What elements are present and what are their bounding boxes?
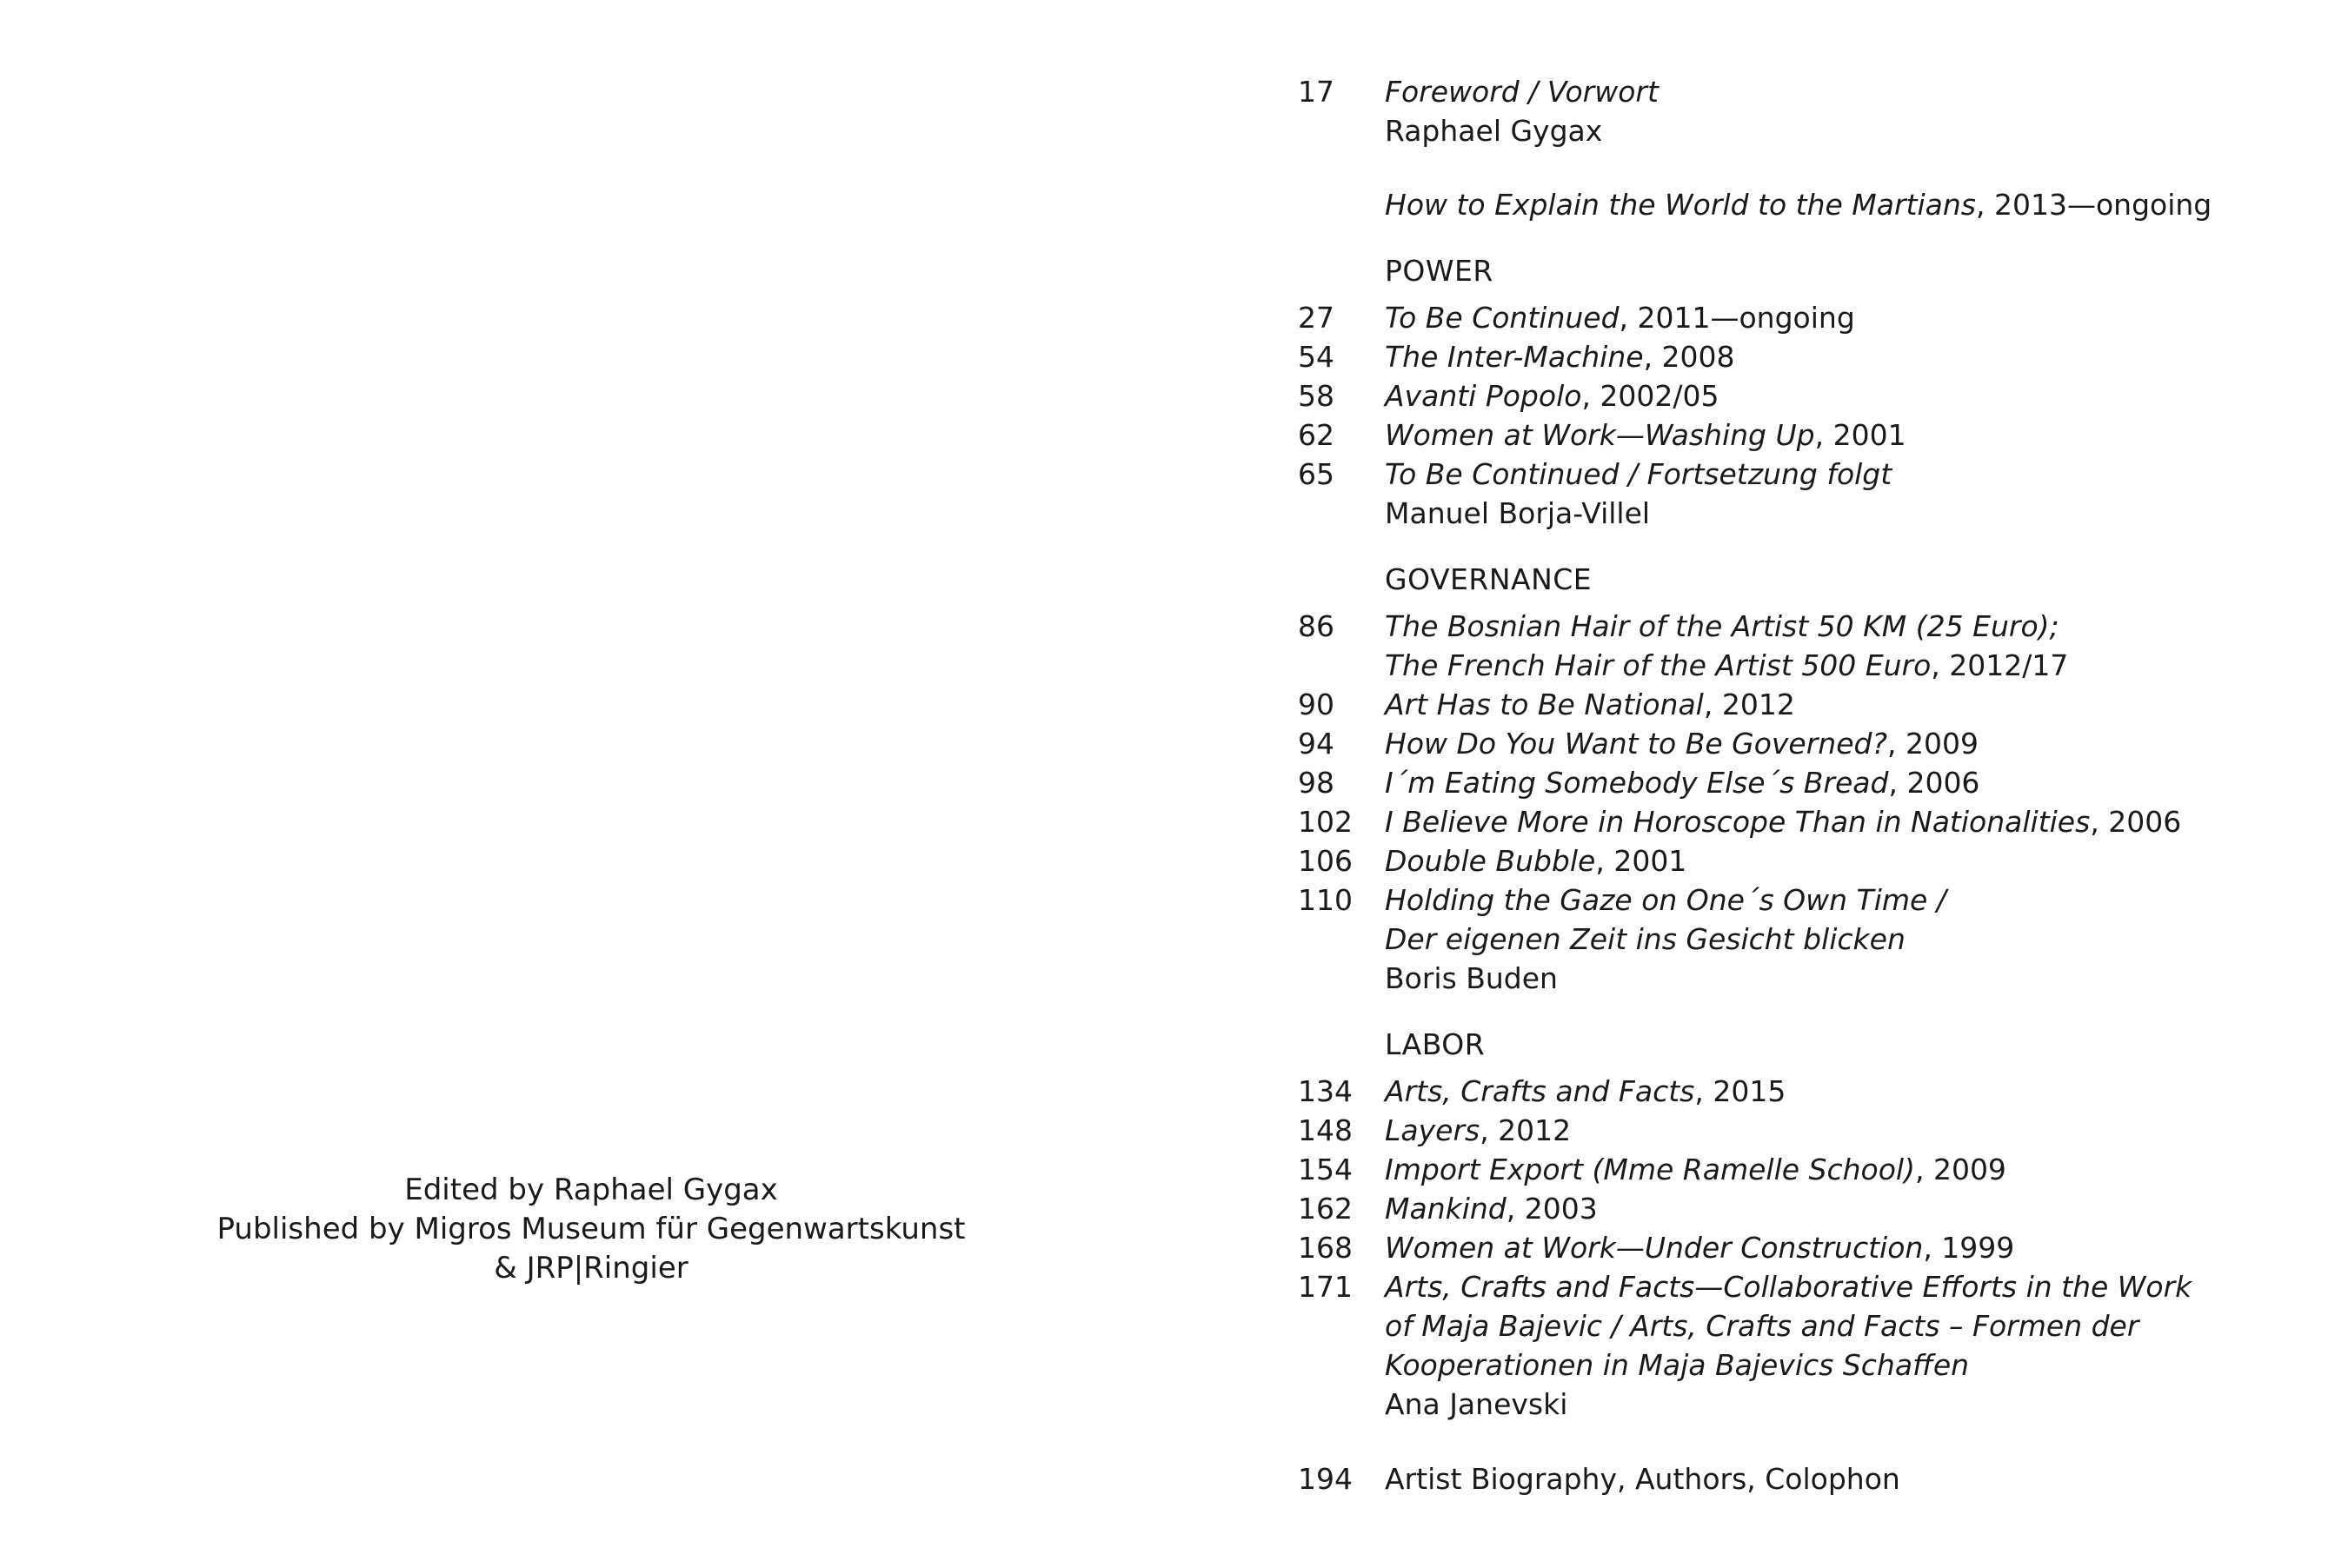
page-number: 168 <box>1298 1231 1353 1265</box>
essay-title: of Maja Bajevic / Arts, Crafts and Facts – Formen der <box>1385 1309 2139 1343</box>
entry-title: Artist Biography, Authors, Colophon <box>1385 1462 1900 1496</box>
author-name: Boris Buden <box>1385 961 1558 995</box>
page-number: 54 <box>1298 340 1334 374</box>
toc-entry-back-matter[interactable] <box>1298 1459 2298 1498</box>
work-year: , 2012/17 <box>1931 648 2069 682</box>
work-year: , 2001 <box>1595 844 1687 878</box>
work-title: I´m Eating Somebody Else´s Bread <box>1385 766 1889 800</box>
section-heading-labor <box>1298 1025 2298 1064</box>
toc-entry[interactable] <box>1298 724 2298 763</box>
work-year: , 2013—ongoing <box>1976 188 2212 222</box>
work-title: Art Has to Be National <box>1385 688 1704 721</box>
page-number: 194 <box>1298 1462 1353 1496</box>
work-title: How Do You Want to Be Governed? <box>1385 727 1887 761</box>
page-number: 148 <box>1298 1113 1353 1147</box>
page-number: 110 <box>1298 883 1353 917</box>
work-title: The French Hair of the Artist 500 Euro <box>1385 648 1932 682</box>
toc-entry-author <box>1298 494 2298 533</box>
page-number: 86 <box>1298 609 1334 643</box>
toc-entry-author <box>1298 111 2298 150</box>
work-title: How to Explain the World to the Martians <box>1385 188 1976 222</box>
imprint-copublisher: & JRP|Ringier <box>494 1251 688 1286</box>
work-title: Mankind <box>1385 1192 1507 1226</box>
work-year: , 2012 <box>1703 688 1795 721</box>
page-number: 62 <box>1298 418 1334 452</box>
imprint <box>165 1171 1017 1288</box>
work-year: , 2012 <box>1480 1113 1572 1147</box>
work-year: , 1999 <box>1923 1231 2015 1265</box>
work-title: To Be Continued / Fortsetzung folgt <box>1385 457 1892 491</box>
toc-entry-continuation <box>1298 920 2298 959</box>
toc-entry[interactable] <box>1298 1228 2298 1267</box>
page-number: 134 <box>1298 1074 1353 1108</box>
work-year: , 2008 <box>1643 340 1735 374</box>
entry-title: Foreword / Vorwort <box>1385 75 1659 109</box>
page-number: 162 <box>1298 1192 1353 1226</box>
work-title: The Inter-Machine <box>1385 340 1644 374</box>
work-year: , 2003 <box>1506 1192 1598 1226</box>
essay-title: Der eigenen Zeit ins Gesicht blicken <box>1385 922 1906 956</box>
toc-entry[interactable] <box>1298 685 2298 724</box>
toc-entry[interactable] <box>1298 376 2298 415</box>
toc-entry[interactable] <box>1298 1111 2298 1150</box>
page-number: 106 <box>1298 844 1353 878</box>
toc-entry-foreword[interactable] <box>1298 72 2298 111</box>
toc-entry[interactable] <box>1298 1072 2298 1111</box>
toc-entry[interactable] <box>1298 1150 2298 1189</box>
page-number: 154 <box>1298 1153 1353 1186</box>
toc-entry-continuation <box>1298 1306 2298 1345</box>
toc-entry-continuation <box>1298 646 2298 685</box>
toc-entry[interactable] <box>1298 763 2298 802</box>
page-number: 171 <box>1298 1270 1353 1304</box>
toc-intro-work <box>1298 185 2298 224</box>
toc-entry-continuation <box>1298 1345 2298 1385</box>
toc-entry[interactable] <box>1298 1189 2298 1228</box>
work-title: Women at Work—Washing Up <box>1385 418 1815 452</box>
work-title: Double Bubble <box>1385 844 1596 878</box>
work-year: , 2002/05 <box>1581 379 1719 413</box>
work-year: , 2006 <box>1888 766 1980 800</box>
work-title: Avanti Popolo <box>1385 379 1582 413</box>
toc-entry[interactable] <box>1298 337 2298 376</box>
author-name: Raphael Gygax <box>1385 114 1603 148</box>
work-title: Layers <box>1385 1113 1480 1147</box>
imprint-publisher: Published by Migros Museum für Gegenwartskunst <box>216 1212 966 1246</box>
work-title: I Believe More in Horoscope Than in Nationalities <box>1385 805 2091 839</box>
toc-entry[interactable] <box>1298 802 2298 841</box>
work-year: , 2006 <box>2090 805 2182 839</box>
work-year: , 2011—ongoing <box>1619 301 1855 335</box>
work-year: , 2009 <box>1886 727 1979 761</box>
work-title: Women at Work—Under Construction <box>1385 1231 1924 1265</box>
page-number: 98 <box>1298 766 1334 800</box>
work-title: Import Export (Mme Ramelle School) <box>1385 1153 1915 1186</box>
page-number: 27 <box>1298 301 1334 335</box>
toc-entry[interactable] <box>1298 455 2298 494</box>
author-name: Ana Janevski <box>1385 1387 1568 1421</box>
essay-title: Arts, Crafts and Facts—Collaborative Efforts in the Work <box>1385 1270 2192 1304</box>
work-title: To Be Continued <box>1385 301 1620 335</box>
work-year: , 2001 <box>1814 418 1906 452</box>
essay-title: Kooperationen in Maja Bajevics Schaffen <box>1385 1348 1970 1382</box>
page-number: 58 <box>1298 379 1334 413</box>
toc-entry[interactable] <box>1298 1267 2298 1306</box>
section-heading-label: POWER <box>1385 254 1493 288</box>
page-number: 17 <box>1298 75 1334 109</box>
toc-entry[interactable] <box>1298 841 2298 880</box>
essay-title: Holding the Gaze on One´s Own Time / <box>1385 883 1946 917</box>
toc-entry-author <box>1298 1385 2298 1424</box>
section-heading-label: GOVERNANCE <box>1385 562 1593 596</box>
work-year: , 2009 <box>1914 1153 2006 1186</box>
work-title: The Bosnian Hair of the Artist 50 KM (25 Euro); <box>1385 609 2059 643</box>
page-number: 65 <box>1298 457 1334 491</box>
work-title: Arts, Crafts and Facts <box>1385 1074 1695 1108</box>
toc-entry[interactable] <box>1298 415 2298 455</box>
work-year: , 2015 <box>1694 1074 1786 1108</box>
section-heading-governance <box>1298 560 2298 599</box>
author-name: Manuel Borja-Villel <box>1385 496 1651 530</box>
toc-entry-author <box>1298 959 2298 998</box>
page-number: 90 <box>1298 688 1334 721</box>
page-number: 102 <box>1298 805 1353 839</box>
toc-entry[interactable] <box>1298 880 2298 920</box>
imprint-editor: Edited by Raphael Gygax <box>404 1173 778 1207</box>
section-heading-label: LABOR <box>1385 1027 1486 1061</box>
table-of-contents <box>1298 72 2298 1498</box>
toc-entry[interactable] <box>1298 298 2298 337</box>
toc-entry[interactable] <box>1298 607 2298 646</box>
page-number: 94 <box>1298 727 1334 761</box>
section-heading-power <box>1298 251 2298 290</box>
